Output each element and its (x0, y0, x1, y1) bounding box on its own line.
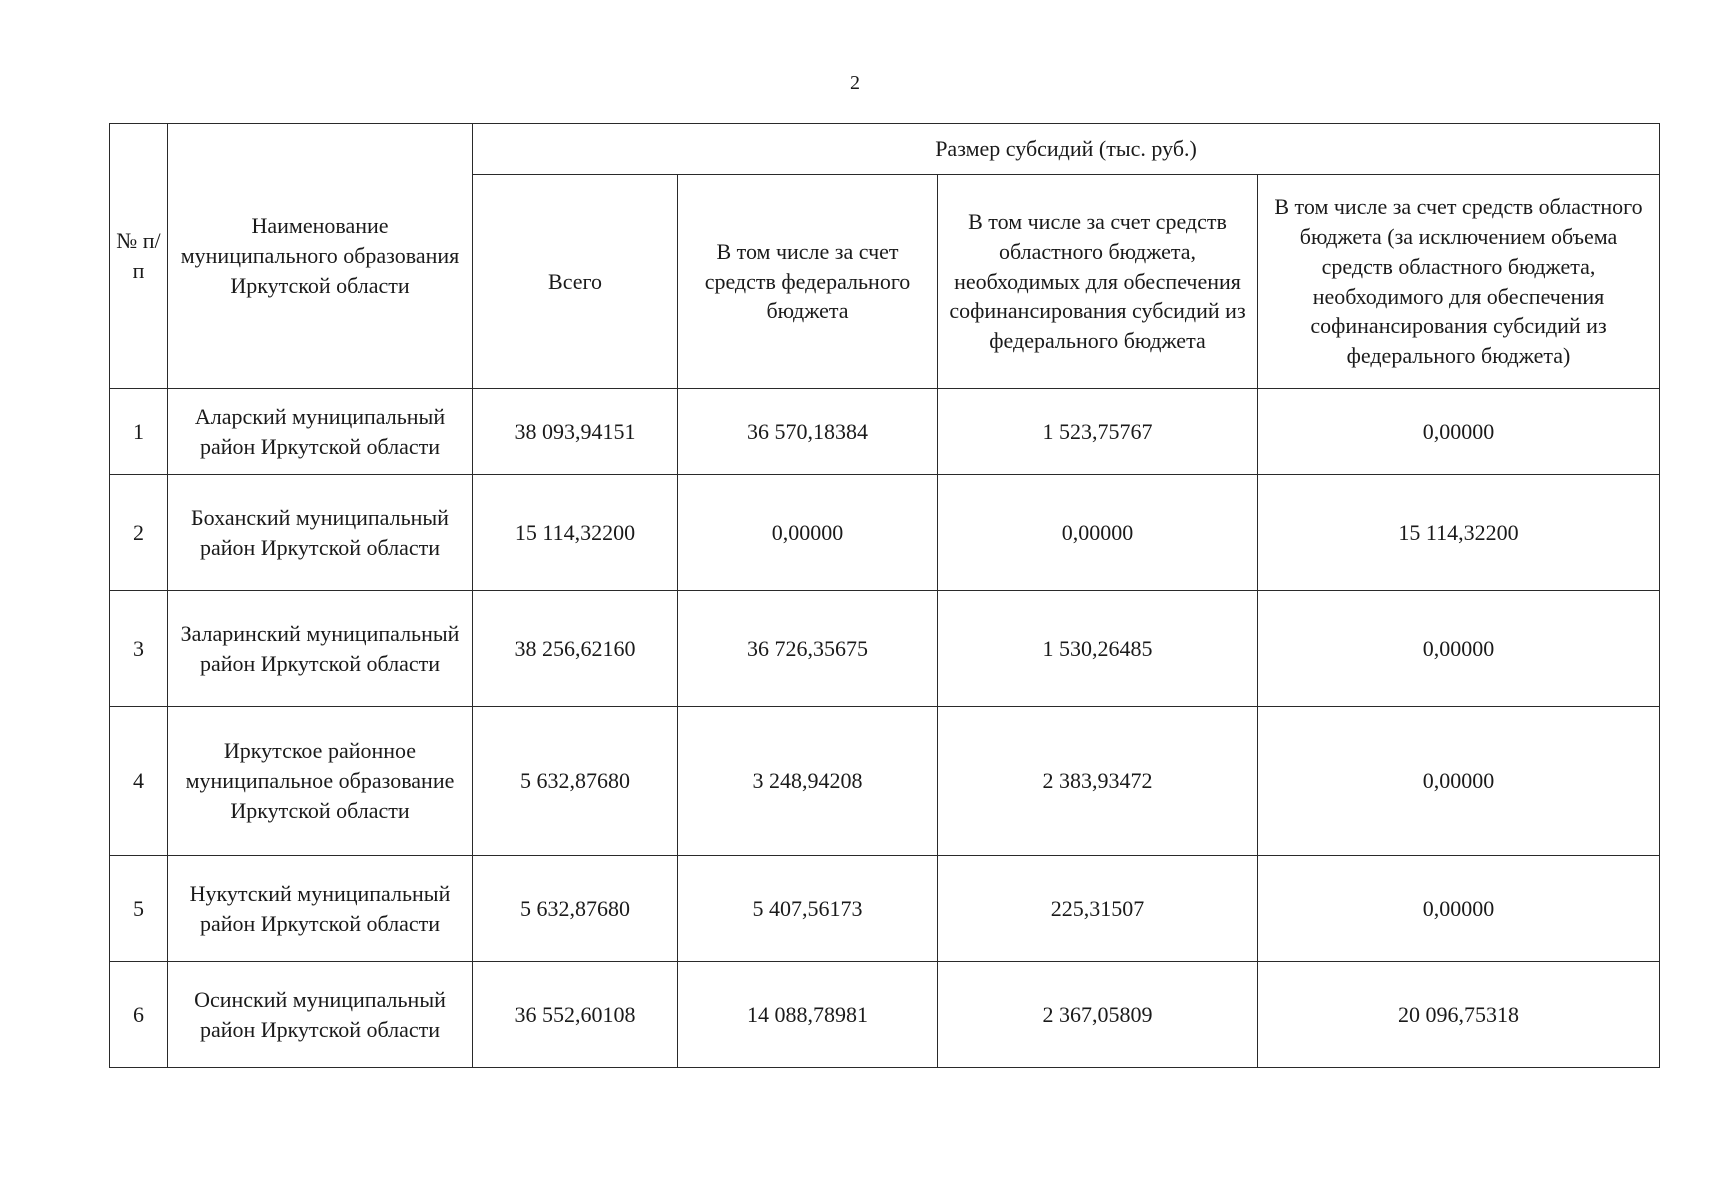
cell-regional-other: 0,00000 (1258, 591, 1660, 707)
cell-name: Нукутский муниципальный район Иркутской области (168, 856, 473, 962)
cell-regional-other: 0,00000 (1258, 707, 1660, 856)
cell-regional-cofinancing: 225,31507 (938, 856, 1258, 962)
cell-total: 36 552,60108 (473, 962, 678, 1068)
cell-federal: 5 407,56173 (678, 856, 938, 962)
header-group: Размер субсидий (тыс. руб.) (473, 124, 1660, 175)
subsidies-table (109, 123, 1660, 1068)
cell-total: 15 114,32200 (473, 475, 678, 591)
cell-federal: 3 248,94208 (678, 707, 938, 856)
cell-num: 4 (110, 707, 168, 856)
table-row (110, 962, 1660, 1068)
header-name: Наименование муниципального образования Иркутской области (168, 124, 473, 389)
table-row (110, 389, 1660, 475)
header-total: Всего (473, 175, 678, 389)
cell-regional-cofinancing: 0,00000 (938, 475, 1258, 591)
header-num: № п/п (110, 124, 168, 389)
cell-name: Осинский муниципальный район Иркутской области (168, 962, 473, 1068)
cell-num: 1 (110, 389, 168, 475)
cell-name: Боханский муниципальный район Иркутской области (168, 475, 473, 591)
table-row (110, 591, 1660, 707)
cell-federal: 36 570,18384 (678, 389, 938, 475)
table-row (110, 707, 1660, 856)
page-number: 2 (850, 72, 860, 94)
cell-regional-other: 0,00000 (1258, 389, 1660, 475)
cell-name: Иркутское районное муниципальное образование Иркутской области (168, 707, 473, 856)
cell-total: 38 256,62160 (473, 591, 678, 707)
cell-num: 2 (110, 475, 168, 591)
cell-total: 38 093,94151 (473, 389, 678, 475)
header-regional-other: В том числе за счет средств областного бюджета (за исключением объема средств областного бюджета, необходимого для обеспечения софинансирования субсидий из федерального бюджета) (1258, 175, 1660, 389)
cell-regional-other: 0,00000 (1258, 856, 1660, 962)
cell-federal: 0,00000 (678, 475, 938, 591)
table-row (110, 856, 1660, 962)
header-federal: В том числе за счет средств федерального бюджета (678, 175, 938, 389)
cell-regional-other: 15 114,32200 (1258, 475, 1660, 591)
table-row (110, 475, 1660, 591)
cell-federal: 14 088,78981 (678, 962, 938, 1068)
cell-name: Заларинский муниципальный район Иркутской области (168, 591, 473, 707)
cell-regional-cofinancing: 2 367,05809 (938, 962, 1258, 1068)
cell-regional-cofinancing: 2 383,93472 (938, 707, 1258, 856)
cell-num: 5 (110, 856, 168, 962)
header-regional-cofinancing: В том числе за счет средств областного бюджета, необходимых для обеспечения софинансирования субсидий из федерального бюджета (938, 175, 1258, 389)
cell-total: 5 632,87680 (473, 707, 678, 856)
cell-num: 6 (110, 962, 168, 1068)
cell-regional-cofinancing: 1 523,75767 (938, 389, 1258, 475)
cell-federal: 36 726,35675 (678, 591, 938, 707)
cell-regional-cofinancing: 1 530,26485 (938, 591, 1258, 707)
cell-total: 5 632,87680 (473, 856, 678, 962)
cell-regional-other: 20 096,75318 (1258, 962, 1660, 1068)
cell-num: 3 (110, 591, 168, 707)
cell-name: Аларский муниципальный район Иркутской области (168, 389, 473, 475)
